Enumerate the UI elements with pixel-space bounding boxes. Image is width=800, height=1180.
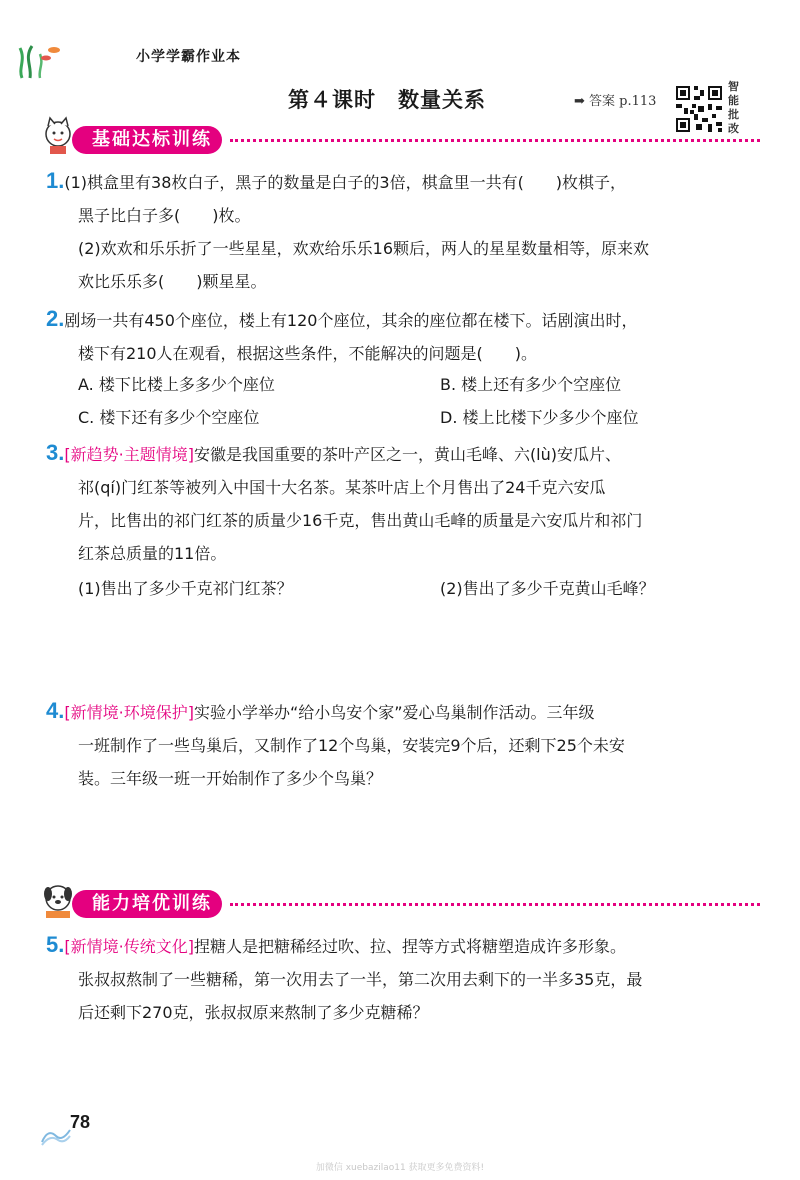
question-line: 一班制作了一些鸟巢后，又制作了12个鸟巢，安装完9个后，还剩下25个未安 — [78, 736, 625, 755]
dotted-divider — [230, 903, 760, 906]
question-3 — [46, 436, 642, 570]
question-line: 剧场一共有450个座位，楼上有120个座位，其余的座位都在楼下。话剧演出时， — [64, 311, 638, 330]
section-advanced-training — [40, 890, 760, 920]
answer-reference — [574, 90, 656, 109]
wave-decoration-icon — [40, 1124, 72, 1146]
question-tag: [新情境·传统文化] — [64, 937, 194, 956]
question-number: 2. — [46, 306, 65, 331]
question-line: 欢比乐乐多( )颗星星。 — [78, 272, 267, 291]
question-line: 楼下有210人在观看，根据这些条件，不能解决的问题是( )。 — [78, 344, 538, 363]
option-d[interactable]: D. 楼上比楼下少多少个座位 — [440, 408, 639, 427]
question-line: (2)欢欢和乐乐折了一些星星，欢欢给乐乐16颗后，两人的星星数量相等，原来欢 — [78, 239, 650, 258]
question-1 — [46, 164, 649, 298]
section-title-basic: 基础达标训练 — [72, 126, 222, 154]
question-line: 后还剩下270克，张叔叔原来熬制了多少克糖稀？ — [78, 1003, 429, 1022]
section-title-advanced: 能力培优训练 — [72, 890, 222, 918]
question-line: 安徽是我国重要的茶叶产区之一，黄山毛峰、六(lù)安瓜片、 — [193, 445, 622, 464]
question-number: 5. — [46, 932, 65, 957]
arrow-right-icon: ➡ — [574, 94, 585, 109]
sub-question-3-1: (1)售出了多少千克祁门红茶？ — [78, 579, 293, 598]
question-line: 实验小学举办“给小鸟安个家”爱心鸟巢制作活动。三年级 — [193, 703, 595, 722]
question-line: 片，比售出的祁门红茶的质量少16千克，售出黄山毛峰的质量是六安瓜片和祁门 — [78, 511, 643, 530]
question-number: 4. — [46, 698, 65, 723]
answer-page-label: 答案 p.113 — [589, 94, 657, 109]
seaweed-logo-icon — [10, 40, 80, 80]
question-number: 3. — [46, 440, 65, 465]
option-c[interactable]: C. 楼下还有多少个空座位 — [78, 408, 260, 427]
option-b[interactable]: B. 楼上还有多少个空座位 — [440, 375, 622, 394]
question-4 — [46, 694, 625, 795]
watermark-text: 加微信 xuebazilao11 获取更多免费资料! — [315, 1163, 485, 1173]
question-line: 祁(qí)门红茶等被列入中国十大名茶。某茶叶店上个月售出了24千克六安瓜 — [78, 478, 606, 497]
question-tag: [新情境·环境保护] — [64, 703, 194, 722]
question-line: 张叔叔熬制了一些糖稀，第一次用去了一半，第二次用去剩下的一半多35克，最 — [78, 970, 643, 989]
section-basic-training — [40, 126, 760, 156]
cat-mascot-icon — [40, 116, 76, 156]
question-5 — [46, 928, 642, 1029]
lesson-title: 第４课时 数量关系 — [288, 88, 486, 112]
dog-mascot-icon — [40, 880, 76, 920]
question-2 — [46, 302, 637, 370]
question-line: 黑子比白子多( )枚。 — [78, 206, 251, 225]
question-line: 装。三年级一班一开始制作了多少个鸟巢？ — [78, 769, 383, 788]
page-number: 78 — [70, 1112, 91, 1132]
dotted-divider — [230, 139, 760, 142]
question-line: 捏糖人是把糖稀经过吹、拉、捏等方式将糖塑造成许多形象。 — [193, 937, 626, 956]
sub-question-3-2: (2)售出了多少千克黄山毛峰？ — [440, 579, 655, 598]
series-title: 小学学霸作业本 — [136, 49, 241, 65]
question-tag: [新趋势·主题情境] — [64, 445, 194, 464]
smart-grading-label: 智能批改 — [728, 80, 739, 135]
option-a[interactable]: A. 楼下比楼上多多少个座位 — [78, 375, 275, 394]
question-line: 红茶总质量的11倍。 — [78, 544, 227, 563]
question-number: 1. — [46, 168, 65, 193]
question-line: (1)棋盒里有38枚白子，黑子的数量是白子的3倍，棋盒里一共有( )枚棋子， — [64, 173, 627, 192]
